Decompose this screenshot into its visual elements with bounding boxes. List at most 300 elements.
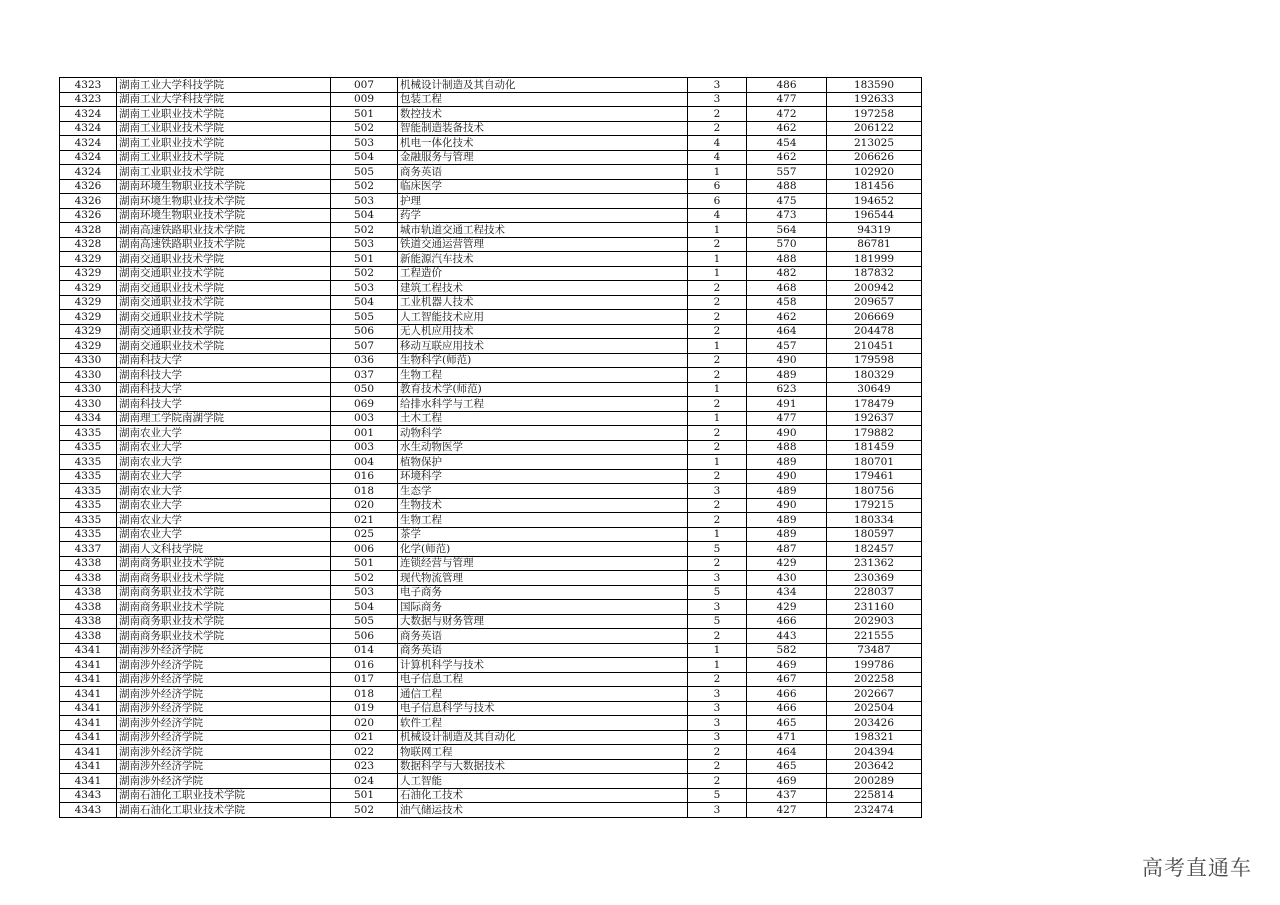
table-row [60, 440, 922, 455]
plan-count-cell: 2 [688, 324, 747, 339]
min-score-cell: 437 [747, 788, 827, 803]
table-row [60, 252, 922, 267]
min-rank-cell: 178479 [827, 397, 922, 412]
plan-count-cell: 2 [688, 281, 747, 296]
min-rank-cell: 179461 [827, 469, 922, 484]
table-row [60, 165, 922, 180]
plan-count-cell: 3 [688, 803, 747, 818]
plan-count-cell: 1 [688, 165, 747, 180]
school-name-cell: 湖南商务职业技术学院 [117, 600, 331, 615]
table-row [60, 295, 922, 310]
major-code-cell: 036 [331, 353, 398, 368]
plan-count-cell: 1 [688, 455, 747, 470]
min-score-cell: 471 [747, 730, 827, 745]
plan-count-cell: 2 [688, 426, 747, 441]
min-score-cell: 487 [747, 542, 827, 557]
table-row [60, 411, 922, 426]
table-row [60, 150, 922, 165]
table-body [60, 78, 922, 818]
min-rank-cell: 230369 [827, 571, 922, 586]
school-name-cell: 湖南商务职业技术学院 [117, 585, 331, 600]
major-code-cell: 501 [331, 107, 398, 122]
min-rank-cell: 196544 [827, 208, 922, 223]
plan-count-cell: 4 [688, 136, 747, 151]
min-rank-cell: 203642 [827, 759, 922, 774]
table-row [60, 716, 922, 731]
table-row [60, 426, 922, 441]
school-code-cell: 4328 [60, 223, 117, 238]
school-code-cell: 4343 [60, 803, 117, 818]
table-row [60, 600, 922, 615]
min-score-cell: 465 [747, 759, 827, 774]
major-code-cell: 504 [331, 208, 398, 223]
school-name-cell: 湖南人文科技学院 [117, 542, 331, 557]
school-name-cell: 湖南理工学院南湖学院 [117, 411, 331, 426]
major-name-cell: 工程造价 [398, 266, 688, 281]
min-rank-cell: 181456 [827, 179, 922, 194]
min-rank-cell: 232474 [827, 803, 922, 818]
min-rank-cell: 102920 [827, 165, 922, 180]
school-name-cell: 湖南环境生物职业技术学院 [117, 194, 331, 209]
min-score-cell: 465 [747, 716, 827, 731]
min-score-cell: 457 [747, 339, 827, 354]
major-name-cell: 包装工程 [398, 92, 688, 107]
plan-count-cell: 1 [688, 527, 747, 542]
major-name-cell: 石油化工技术 [398, 788, 688, 803]
major-name-cell: 商务英语 [398, 629, 688, 644]
major-code-cell: 006 [331, 542, 398, 557]
major-code-cell: 501 [331, 788, 398, 803]
plan-count-cell: 2 [688, 237, 747, 252]
school-code-cell: 4335 [60, 455, 117, 470]
school-code-cell: 4324 [60, 107, 117, 122]
major-name-cell: 现代物流管理 [398, 571, 688, 586]
major-code-cell: 022 [331, 745, 398, 760]
plan-count-cell: 2 [688, 295, 747, 310]
min-score-cell: 491 [747, 397, 827, 412]
school-name-cell: 湖南高速铁路职业技术学院 [117, 223, 331, 238]
min-score-cell: 443 [747, 629, 827, 644]
table-row [60, 353, 922, 368]
min-rank-cell: 204394 [827, 745, 922, 760]
major-code-cell: 018 [331, 687, 398, 702]
table-row [60, 788, 922, 803]
school-code-cell: 4324 [60, 136, 117, 151]
major-code-cell: 003 [331, 440, 398, 455]
table-row [60, 194, 922, 209]
min-score-cell: 462 [747, 310, 827, 325]
min-rank-cell: 197258 [827, 107, 922, 122]
min-rank-cell: 182457 [827, 542, 922, 557]
plan-count-cell: 2 [688, 513, 747, 528]
major-code-cell: 025 [331, 527, 398, 542]
min-rank-cell: 181999 [827, 252, 922, 267]
min-rank-cell: 30649 [827, 382, 922, 397]
school-code-cell: 4324 [60, 150, 117, 165]
school-code-cell: 4335 [60, 513, 117, 528]
min-score-cell: 464 [747, 745, 827, 760]
table-row [60, 614, 922, 629]
school-code-cell: 4330 [60, 382, 117, 397]
table-row [60, 223, 922, 238]
major-name-cell: 商务英语 [398, 165, 688, 180]
major-code-cell: 001 [331, 426, 398, 441]
plan-count-cell: 3 [688, 571, 747, 586]
min-score-cell: 570 [747, 237, 827, 252]
school-name-cell: 湖南科技大学 [117, 353, 331, 368]
plan-count-cell: 5 [688, 542, 747, 557]
min-score-cell: 462 [747, 121, 827, 136]
table-row [60, 672, 922, 687]
major-name-cell: 无人机应用技术 [398, 324, 688, 339]
min-score-cell: 454 [747, 136, 827, 151]
min-score-cell: 429 [747, 600, 827, 615]
school-code-cell: 4329 [60, 310, 117, 325]
min-score-cell: 477 [747, 92, 827, 107]
school-code-cell: 4329 [60, 324, 117, 339]
table-row [60, 701, 922, 716]
major-name-cell: 生物科学(师范) [398, 353, 688, 368]
min-score-cell: 467 [747, 672, 827, 687]
school-code-cell: 4323 [60, 92, 117, 107]
min-score-cell: 488 [747, 179, 827, 194]
plan-count-cell: 3 [688, 701, 747, 716]
major-name-cell: 移动互联应用技术 [398, 339, 688, 354]
school-name-cell: 湖南农业大学 [117, 455, 331, 470]
major-name-cell: 通信工程 [398, 687, 688, 702]
major-code-cell: 004 [331, 455, 398, 470]
min-score-cell: 427 [747, 803, 827, 818]
plan-count-cell: 2 [688, 498, 747, 513]
school-code-cell: 4335 [60, 498, 117, 513]
plan-count-cell: 4 [688, 208, 747, 223]
school-code-cell: 4329 [60, 295, 117, 310]
table-row [60, 92, 922, 107]
major-code-cell: 009 [331, 92, 398, 107]
major-name-cell: 大数据与财务管理 [398, 614, 688, 629]
min-score-cell: 488 [747, 440, 827, 455]
school-name-cell: 湖南商务职业技术学院 [117, 629, 331, 644]
major-name-cell: 建筑工程技术 [398, 281, 688, 296]
school-code-cell: 4329 [60, 339, 117, 354]
major-code-cell: 018 [331, 484, 398, 499]
table-row [60, 469, 922, 484]
plan-count-cell: 6 [688, 194, 747, 209]
min-score-cell: 490 [747, 498, 827, 513]
min-rank-cell: 180701 [827, 455, 922, 470]
major-code-cell: 007 [331, 78, 398, 93]
min-rank-cell: 206626 [827, 150, 922, 165]
min-rank-cell: 192637 [827, 411, 922, 426]
school-code-cell: 4341 [60, 701, 117, 716]
min-score-cell: 472 [747, 107, 827, 122]
min-score-cell: 475 [747, 194, 827, 209]
min-rank-cell: 179215 [827, 498, 922, 513]
major-code-cell: 504 [331, 295, 398, 310]
min-score-cell: 469 [747, 658, 827, 673]
major-name-cell: 商务英语 [398, 643, 688, 658]
min-score-cell: 489 [747, 484, 827, 499]
school-code-cell: 4329 [60, 252, 117, 267]
table-row [60, 759, 922, 774]
major-name-cell: 土木工程 [398, 411, 688, 426]
min-score-cell: 462 [747, 150, 827, 165]
major-code-cell: 069 [331, 397, 398, 412]
plan-count-cell: 5 [688, 614, 747, 629]
major-name-cell: 生物工程 [398, 368, 688, 383]
school-name-cell: 湖南高速铁路职业技术学院 [117, 237, 331, 252]
school-code-cell: 4341 [60, 687, 117, 702]
major-name-cell: 电子商务 [398, 585, 688, 600]
major-code-cell: 021 [331, 730, 398, 745]
major-name-cell: 新能源汽车技术 [398, 252, 688, 267]
major-code-cell: 020 [331, 716, 398, 731]
min-rank-cell: 204478 [827, 324, 922, 339]
watermark-text: 高考直通车 [1142, 856, 1252, 880]
major-code-cell: 504 [331, 150, 398, 165]
plan-count-cell: 3 [688, 600, 747, 615]
table-row [60, 107, 922, 122]
table-row [60, 281, 922, 296]
school-name-cell: 湖南商务职业技术学院 [117, 571, 331, 586]
major-code-cell: 506 [331, 324, 398, 339]
major-code-cell: 505 [331, 310, 398, 325]
school-code-cell: 4326 [60, 179, 117, 194]
plan-count-cell: 5 [688, 788, 747, 803]
min-rank-cell: 206669 [827, 310, 922, 325]
table-row [60, 527, 922, 542]
major-name-cell: 人工智能技术应用 [398, 310, 688, 325]
school-code-cell: 4341 [60, 672, 117, 687]
major-code-cell: 502 [331, 571, 398, 586]
min-rank-cell: 94319 [827, 223, 922, 238]
school-name-cell: 湖南商务职业技术学院 [117, 614, 331, 629]
school-name-cell: 湖南农业大学 [117, 426, 331, 441]
plan-count-cell: 2 [688, 368, 747, 383]
major-code-cell: 020 [331, 498, 398, 513]
school-name-cell: 湖南科技大学 [117, 368, 331, 383]
min-rank-cell: 180597 [827, 527, 922, 542]
major-code-cell: 505 [331, 614, 398, 629]
min-score-cell: 557 [747, 165, 827, 180]
min-rank-cell: 183590 [827, 78, 922, 93]
min-score-cell: 488 [747, 252, 827, 267]
plan-count-cell: 1 [688, 382, 747, 397]
school-code-cell: 4338 [60, 614, 117, 629]
min-score-cell: 623 [747, 382, 827, 397]
min-rank-cell: 202504 [827, 701, 922, 716]
major-code-cell: 016 [331, 658, 398, 673]
school-name-cell: 湖南农业大学 [117, 498, 331, 513]
school-name-cell: 湖南农业大学 [117, 484, 331, 499]
min-score-cell: 489 [747, 513, 827, 528]
table-row [60, 208, 922, 223]
min-rank-cell: 180329 [827, 368, 922, 383]
min-score-cell: 490 [747, 426, 827, 441]
table-row [60, 136, 922, 151]
admission-table [59, 77, 922, 818]
min-score-cell: 466 [747, 687, 827, 702]
major-code-cell: 050 [331, 382, 398, 397]
major-name-cell: 水生动物医学 [398, 440, 688, 455]
min-rank-cell: 206122 [827, 121, 922, 136]
table-row [60, 687, 922, 702]
major-name-cell: 计算机科学与技术 [398, 658, 688, 673]
major-name-cell: 电子信息工程 [398, 672, 688, 687]
plan-count-cell: 3 [688, 92, 747, 107]
table-row [60, 730, 922, 745]
major-code-cell: 503 [331, 194, 398, 209]
table-row [60, 324, 922, 339]
school-code-cell: 4326 [60, 208, 117, 223]
school-code-cell: 4338 [60, 556, 117, 571]
major-name-cell: 数据科学与大数据技术 [398, 759, 688, 774]
min-rank-cell: 73487 [827, 643, 922, 658]
school-code-cell: 4338 [60, 600, 117, 615]
school-name-cell: 湖南涉外经济学院 [117, 672, 331, 687]
major-name-cell: 药学 [398, 208, 688, 223]
table-row [60, 745, 922, 760]
school-code-cell: 4326 [60, 194, 117, 209]
min-rank-cell: 228037 [827, 585, 922, 600]
min-rank-cell: 199786 [827, 658, 922, 673]
major-code-cell: 504 [331, 600, 398, 615]
school-name-cell: 湖南农业大学 [117, 527, 331, 542]
major-code-cell: 502 [331, 223, 398, 238]
school-name-cell: 湖南涉外经济学院 [117, 687, 331, 702]
school-name-cell: 湖南农业大学 [117, 440, 331, 455]
major-name-cell: 机电一体化技术 [398, 136, 688, 151]
school-name-cell: 湖南环境生物职业技术学院 [117, 208, 331, 223]
major-code-cell: 003 [331, 411, 398, 426]
major-code-cell: 507 [331, 339, 398, 354]
table-row [60, 571, 922, 586]
min-score-cell: 430 [747, 571, 827, 586]
major-name-cell: 化学(师范) [398, 542, 688, 557]
table-row [60, 237, 922, 252]
table-row [60, 542, 922, 557]
school-code-cell: 4335 [60, 527, 117, 542]
school-name-cell: 湖南涉外经济学院 [117, 774, 331, 789]
major-code-cell: 506 [331, 629, 398, 644]
school-name-cell: 湖南石油化工职业技术学院 [117, 788, 331, 803]
school-code-cell: 4328 [60, 237, 117, 252]
min-score-cell: 489 [747, 455, 827, 470]
table-row [60, 484, 922, 499]
school-name-cell: 湖南石油化工职业技术学院 [117, 803, 331, 818]
min-rank-cell: 194652 [827, 194, 922, 209]
school-code-cell: 4335 [60, 426, 117, 441]
plan-count-cell: 3 [688, 687, 747, 702]
major-name-cell: 连锁经营与管理 [398, 556, 688, 571]
min-score-cell: 489 [747, 527, 827, 542]
plan-count-cell: 4 [688, 150, 747, 165]
school-name-cell: 湖南农业大学 [117, 513, 331, 528]
school-code-cell: 4330 [60, 353, 117, 368]
min-rank-cell: 210451 [827, 339, 922, 354]
min-score-cell: 466 [747, 614, 827, 629]
major-name-cell: 电子信息科学与技术 [398, 701, 688, 716]
min-rank-cell: 202258 [827, 672, 922, 687]
min-rank-cell: 187832 [827, 266, 922, 281]
table-row [60, 78, 922, 93]
school-name-cell: 湖南交通职业技术学院 [117, 252, 331, 267]
major-name-cell: 生物工程 [398, 513, 688, 528]
plan-count-cell: 2 [688, 353, 747, 368]
school-name-cell: 湖南环境生物职业技术学院 [117, 179, 331, 194]
table-row [60, 397, 922, 412]
min-score-cell: 490 [747, 469, 827, 484]
table-row [60, 310, 922, 325]
plan-count-cell: 1 [688, 643, 747, 658]
min-rank-cell: 231362 [827, 556, 922, 571]
plan-count-cell: 2 [688, 397, 747, 412]
school-code-cell: 4330 [60, 397, 117, 412]
min-score-cell: 469 [747, 774, 827, 789]
table-row [60, 513, 922, 528]
major-name-cell: 机械设计制造及其自动化 [398, 78, 688, 93]
major-name-cell: 油气储运技术 [398, 803, 688, 818]
min-rank-cell: 198321 [827, 730, 922, 745]
major-code-cell: 502 [331, 179, 398, 194]
school-name-cell: 湖南涉外经济学院 [117, 701, 331, 716]
min-score-cell: 473 [747, 208, 827, 223]
major-name-cell: 植物保护 [398, 455, 688, 470]
school-code-cell: 4324 [60, 121, 117, 136]
school-code-cell: 4335 [60, 440, 117, 455]
major-code-cell: 502 [331, 803, 398, 818]
major-name-cell: 环境科学 [398, 469, 688, 484]
major-name-cell: 护理 [398, 194, 688, 209]
major-code-cell: 505 [331, 165, 398, 180]
major-name-cell: 机械设计制造及其自动化 [398, 730, 688, 745]
school-name-cell: 湖南工业职业技术学院 [117, 107, 331, 122]
major-name-cell: 智能制造装备技术 [398, 121, 688, 136]
plan-count-cell: 2 [688, 745, 747, 760]
major-code-cell: 503 [331, 585, 398, 600]
plan-count-cell: 3 [688, 730, 747, 745]
school-name-cell: 湖南涉外经济学院 [117, 643, 331, 658]
school-name-cell: 湖南交通职业技术学院 [117, 266, 331, 281]
school-code-cell: 4343 [60, 788, 117, 803]
plan-count-cell: 2 [688, 629, 747, 644]
major-code-cell: 503 [331, 136, 398, 151]
school-code-cell: 4330 [60, 368, 117, 383]
school-name-cell: 湖南涉外经济学院 [117, 745, 331, 760]
table-row [60, 455, 922, 470]
min-rank-cell: 180334 [827, 513, 922, 528]
school-name-cell: 湖南涉外经济学院 [117, 716, 331, 731]
school-code-cell: 4335 [60, 469, 117, 484]
min-rank-cell: 225814 [827, 788, 922, 803]
school-name-cell: 湖南涉外经济学院 [117, 658, 331, 673]
major-name-cell: 数控技术 [398, 107, 688, 122]
major-code-cell: 023 [331, 759, 398, 774]
min-score-cell: 466 [747, 701, 827, 716]
school-code-cell: 4341 [60, 759, 117, 774]
major-name-cell: 铁道交通运营管理 [398, 237, 688, 252]
major-name-cell: 动物科学 [398, 426, 688, 441]
min-rank-cell: 179882 [827, 426, 922, 441]
min-score-cell: 564 [747, 223, 827, 238]
school-code-cell: 4334 [60, 411, 117, 426]
school-name-cell: 湖南工业大学科技学院 [117, 78, 331, 93]
school-name-cell: 湖南科技大学 [117, 382, 331, 397]
school-name-cell: 湖南工业大学科技学院 [117, 92, 331, 107]
plan-count-cell: 5 [688, 585, 747, 600]
plan-count-cell: 2 [688, 672, 747, 687]
plan-count-cell: 1 [688, 339, 747, 354]
